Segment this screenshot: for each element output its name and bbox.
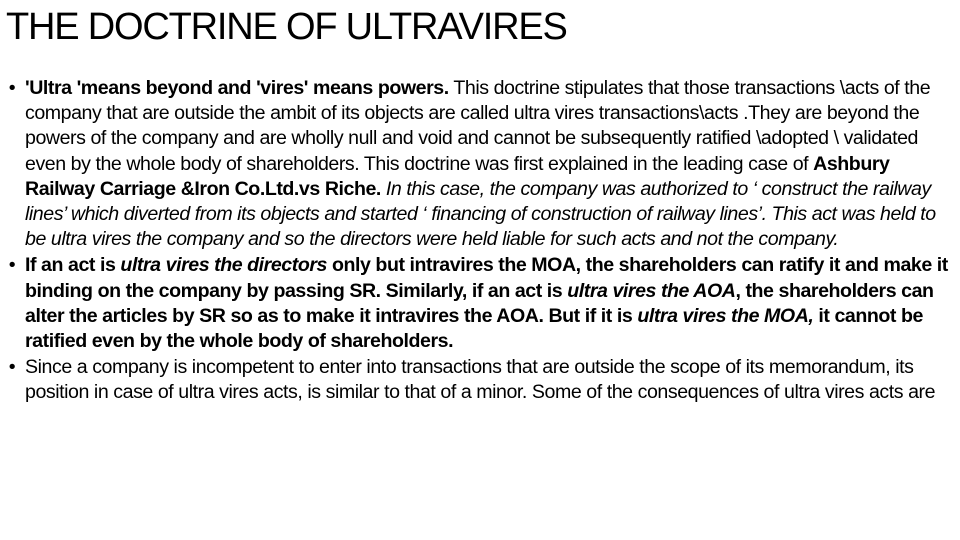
bullet-2-emphasis: ultra vires the MOA, xyxy=(637,304,814,327)
bullet-item-2 xyxy=(6,253,952,354)
bullet-1-text: 'Ultra 'means beyond and 'vires' means powers. xyxy=(25,77,449,99)
bullet-item-1 xyxy=(6,76,952,252)
bullet-item-3 xyxy=(6,355,952,405)
bullet-2-text: only but intravires the MOA, the shareholders can ratify it and make it binding on the company by passing SR. Similarly, if an act is xyxy=(25,254,948,302)
bullet-2-emphasis: ultra vires the directors xyxy=(120,254,327,277)
bullet-1-text: In this case, the company was authorized to ‘ construct the railway lines’ which diverted from its objects and started ‘ financing of construction of railway lines’. This act was held to be ultra vires the company and so the directors were held liable for such acts and not the company. xyxy=(25,177,936,251)
bullet-2-emphasis: ultra vires the AOA xyxy=(567,279,736,302)
bullet-3-text: Since a company is incompetent to enter into transactions that are outside the scope of its memorandum, its position in case of ultra vires acts, is similar to that of a minor. Some of the consequences of ultra vires acts are xyxy=(25,356,936,404)
bullet-dot-icon: • xyxy=(8,77,16,99)
bullet-2-text: it cannot be ratified even by the whole body of shareholders. xyxy=(25,304,923,353)
bullet-1-case-name: Ashbury Railway Carriage &Iron Co.Ltd.vs Riche. xyxy=(25,152,890,200)
slide-title: THE DOCTRINE OF ULTRAVIRES xyxy=(6,6,567,48)
bullet-list xyxy=(6,76,952,407)
bullet-2-text: If an act is xyxy=(25,254,121,277)
bullet-dot-icon: • xyxy=(8,254,16,277)
bullet-2-text: , the shareholders can alter the articles by SR so as to make it intravires the AOA. But if it is xyxy=(25,279,934,327)
bullet-1-text: This doctrine stipulates that those transactions \acts of the company that are outside the ambit of its objects are called ultra vires transactions\acts .They are beyond the powers of the company and are wholly null and void and cannot be subsequently ratified \adopted \ validated even by the whole body of shareholders. This doctrine was first explained in the leading case of xyxy=(25,77,931,175)
bullet-dot-icon: • xyxy=(8,356,16,379)
